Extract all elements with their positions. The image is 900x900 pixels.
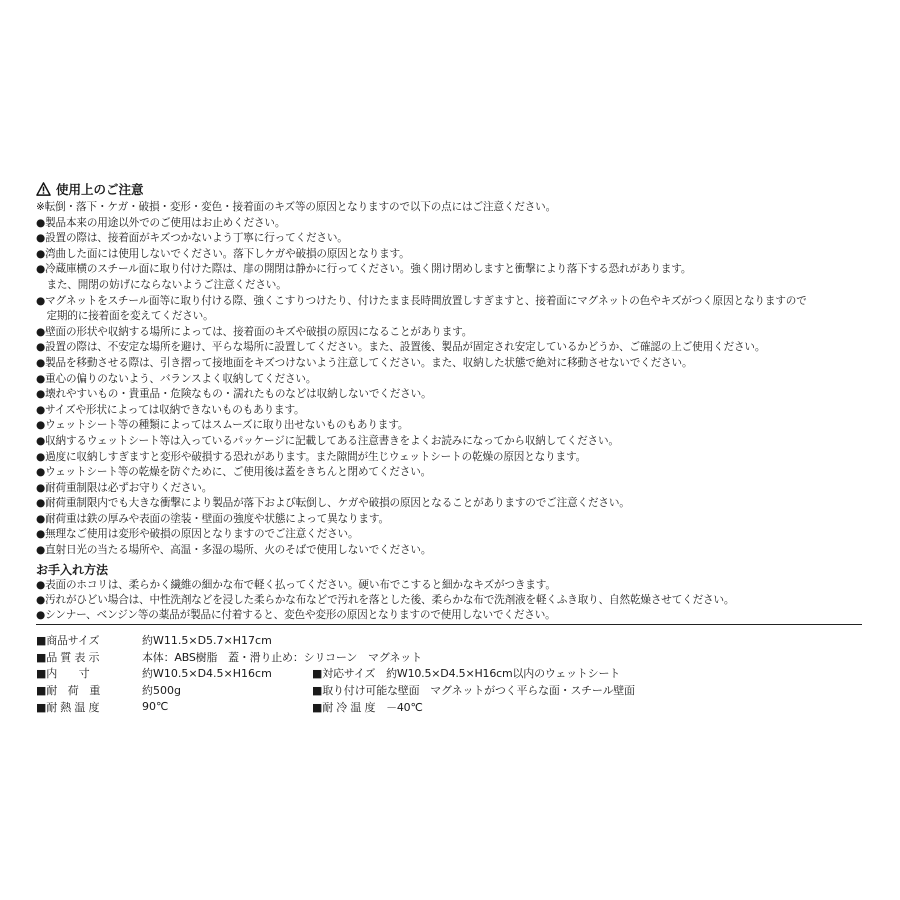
spec-value: 90℃ xyxy=(142,700,169,714)
care-list xyxy=(36,578,866,624)
spec-value: 約W11.5×D5.7×H17cm xyxy=(142,634,272,648)
care-item: ●表面のホコリは、柔らかく繊維の細かな布で軽く払ってください。硬い布でこすると細かなキズがつきます。 xyxy=(36,578,556,591)
spec-value: 約500g xyxy=(142,684,181,698)
spec-row-inner xyxy=(36,665,866,682)
caution-item: ●収納するウェットシート等は入っているパッケージに記載してある注意書きをよくお読みになってから収納してください。 xyxy=(36,434,619,447)
spec-row-load xyxy=(36,682,866,699)
spec-value: 本体：ABS樹脂 蓋・滑り止め：シリコーン マグネット xyxy=(142,650,422,664)
caution-item: ●製品本来の用途以外でのご使用はお止めください。 xyxy=(36,216,286,229)
caution-item: ●壁面の形状や収納する場所によっては、接着面のキズや破損の原因になることがあります。 xyxy=(36,325,473,338)
caution-item: ●耐荷重制限内でも大きな衝撃により製品が落下および転倒し、ケガや破損の原因となることがありますのでご注意ください。 xyxy=(36,497,630,510)
spec-value: 約W10.5×D4.5×H16cm xyxy=(142,667,272,681)
spec-right: ■取り付け可能な壁面 マグネットがつく平らな面・スチール壁面 xyxy=(312,684,635,698)
spec-table xyxy=(36,632,866,715)
caution-list xyxy=(36,200,866,559)
caution-item: ●冷蔵庫横のスチール面に取り付けた際は、扉の開閉は静かに行ってください。強く開け閉めしますと衝撃により落下する恐れがあります。 xyxy=(36,263,692,276)
caution-item: ●製品を移動させる際は、引き摺って接地面をキズつけないよう注意してください。また、収納した状態で絶対に移動させないでください。 xyxy=(36,356,693,369)
care-item: ●シンナー、ベンジン等の薬品が製品に付着すると、変色や変形の原因となりますので使用しないでください。 xyxy=(36,609,556,622)
caution-item: 定期的に接着面を変えてください。 xyxy=(36,310,214,323)
caution-item: ●耐荷重制限は必ずお守りください。 xyxy=(36,481,213,494)
care-heading: お手入れ方法 xyxy=(36,562,109,577)
caution-item: ●湾曲した面には使用しないでください。落下しケガや破損の原因となります。 xyxy=(36,247,410,260)
caution-item: ●耐荷重は鉄の厚みや表面の塗装・壁面の強度や状態によって異なります。 xyxy=(36,512,389,525)
caution-item: ※転倒・落下・ケガ・破損・変形・変色・接着面のキズ等の原因となりますので以下の点にはご注意ください。 xyxy=(36,201,557,213)
caution-item: ●重心の偏りのないよう、バランスよく収納してください。 xyxy=(36,372,317,385)
spec-label: ■耐 熱 温 度 xyxy=(36,700,100,714)
caution-item: ●壊れやすいもの・貴重品・危険なもの・濡れたものなどは収納しないでください。 xyxy=(36,388,432,401)
caution-item: ●サイズや形状によっては収納できないものもあります。 xyxy=(36,403,305,416)
spec-row-material xyxy=(36,649,866,666)
caution-section xyxy=(36,180,866,624)
caution-item: ●設置の際は、不安定な場所を避け、平らな場所に設置してください。また、設置後、製品が固定され安定しているかどうか、ご確認の上ご使用ください。 xyxy=(36,341,766,354)
spec-right: ■対応サイズ 約W10.5×D4.5×H16cm以内のウェットシート xyxy=(312,667,621,681)
spec-row-temp xyxy=(36,698,866,715)
warning-icon xyxy=(36,182,51,196)
spec-label: ■商品サイズ xyxy=(36,634,100,648)
caution-item: ●設置の際は、接着面がキズつかないよう丁寧に行ってください。 xyxy=(36,232,348,245)
spec-label: ■内 寸 xyxy=(36,667,90,681)
spec-label: ■品 質 表 示 xyxy=(36,650,100,664)
spec-right: ■耐 冷 温 度 －40℃ xyxy=(312,700,423,714)
spec-row-size xyxy=(36,632,866,649)
caution-item: ●ウェットシート等の乾燥を防ぐために、ご使用後は蓋をきちんと閉めてください。 xyxy=(36,466,432,479)
caution-item: ●過度に収納しすぎますと変形や破損する恐れがあります。また隙間が生じウェットシートの乾燥の原因となります。 xyxy=(36,450,587,463)
caution-title: 使用上のご注意 xyxy=(56,182,144,197)
caution-heading xyxy=(36,180,866,198)
section-divider xyxy=(36,624,862,625)
caution-item: ●ウェットシート等の種類によってはスムーズに取り出せないものもあります。 xyxy=(36,419,409,432)
caution-item: ●直射日光の当たる場所や、高温・多湿の場所、火のそばで使用しないでください。 xyxy=(36,544,432,557)
spec-label: ■耐 荷 重 xyxy=(36,684,101,698)
care-item: ●汚れがひどい場合は、中性洗剤などを浸した柔らかな布などで汚れを落とした後、柔らかな布で洗剤液を軽くふき取り、自然乾燥させてください。 xyxy=(36,594,735,607)
caution-item: また、開閉の妨げにならないようご注意ください。 xyxy=(36,278,287,291)
caution-item: ●無理なご使用は変形や破損の原因となりますのでご注意ください。 xyxy=(36,528,359,541)
caution-item: ●マグネットをスチール面等に取り付ける際、強くこすりつけたり、付けたまま長時間放置しすぎますと、接着面にマグネットの色やキズがつく原因となりますので xyxy=(36,294,807,307)
